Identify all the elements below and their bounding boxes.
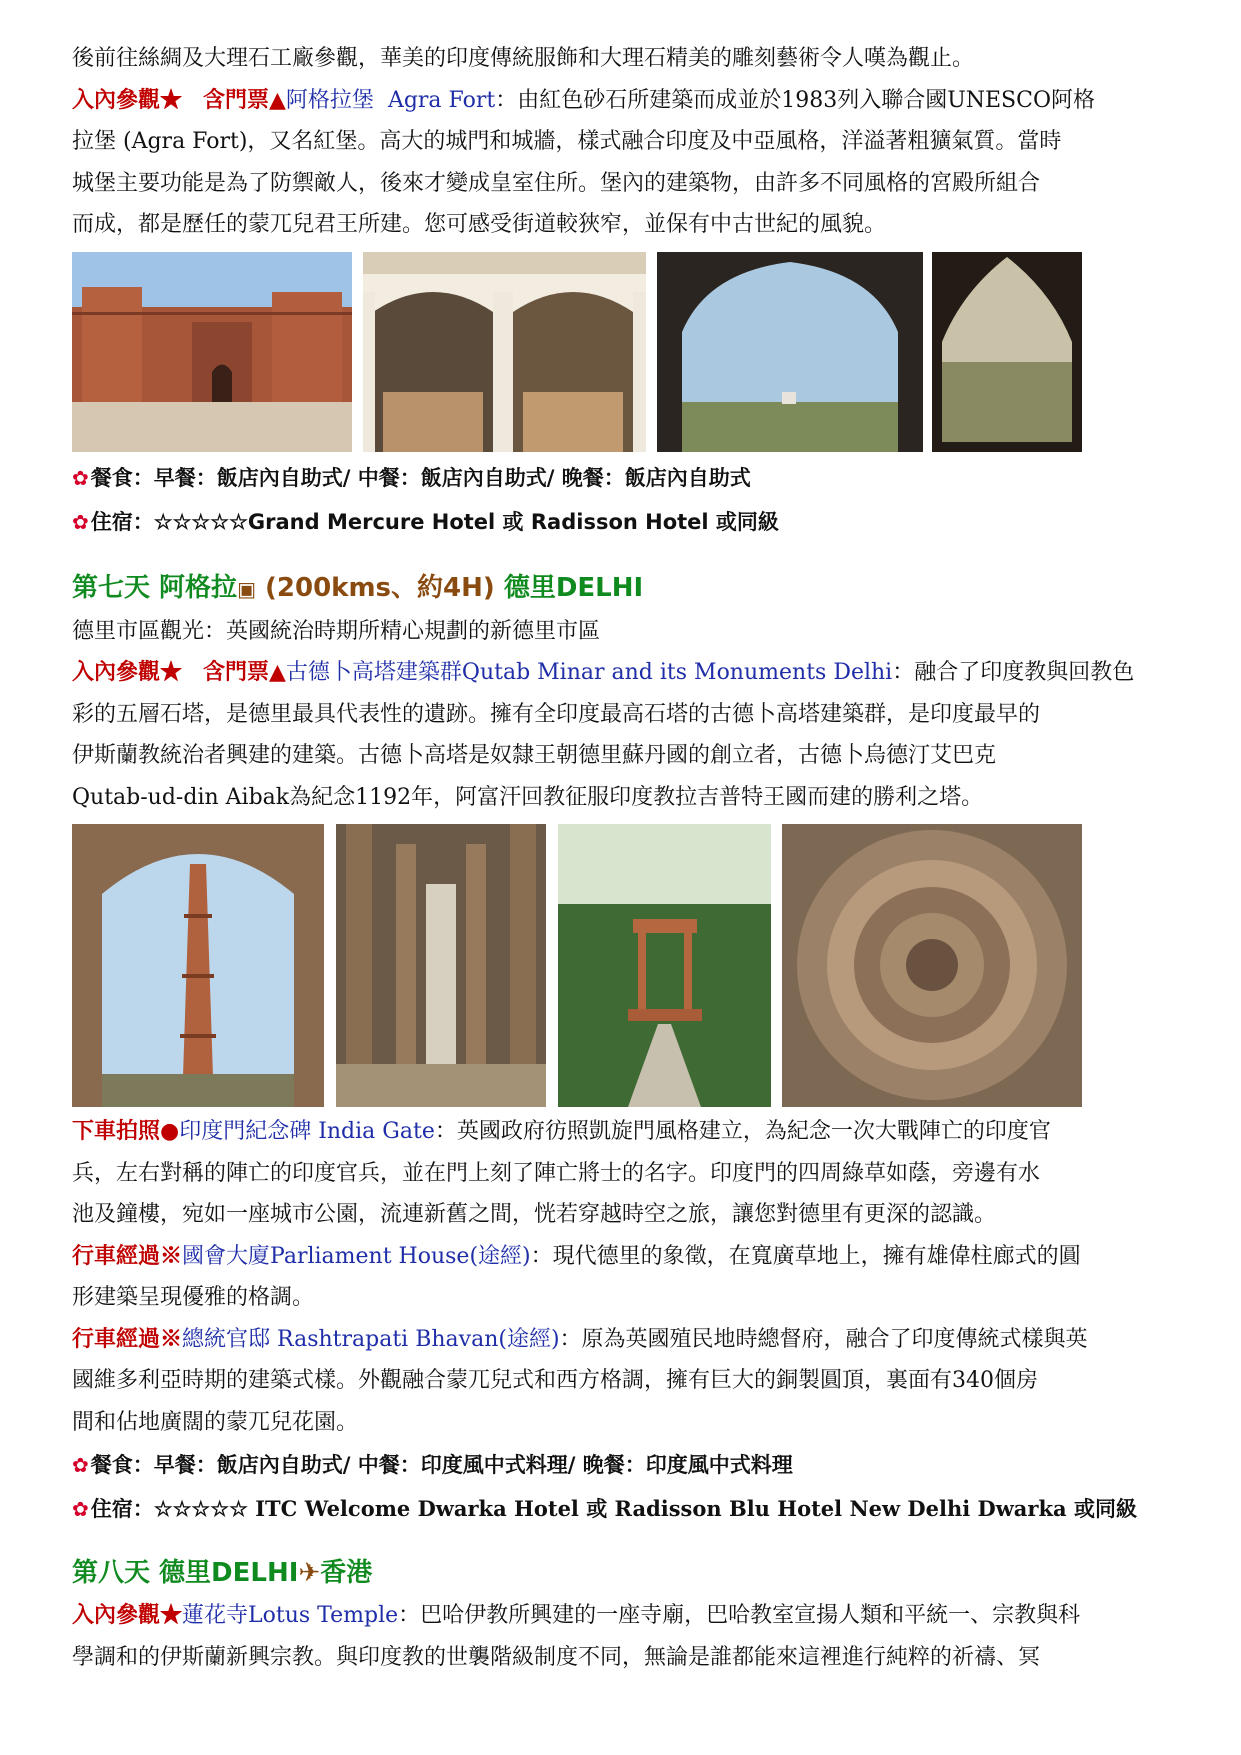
rashtrapati-name: 總統官邸 Rashtrapati Bhavan(途經) [182, 1326, 560, 1352]
lotus-desc-1: ：巴哈伊教所興建的一座寺廟，巴哈教室宣揚人類和平統一、宗教與科 [398, 1603, 1081, 1628]
qutab-paragraph [72, 652, 1172, 694]
day7-title-a: 第七天 阿格拉 [72, 572, 238, 603]
day6-hotel [72, 500, 1172, 544]
ticket-tag: 含門票▲ [203, 659, 286, 685]
flower-icon: ✿ [72, 1453, 89, 1477]
pavilion-photo [558, 824, 771, 1107]
photo-stop-tag: 下車拍照● [72, 1118, 180, 1144]
visit-tag: 入內參觀★ [72, 1602, 183, 1628]
day7-title-c: 德里DELHI [503, 572, 644, 603]
lotus-paragraph [72, 1595, 1172, 1637]
agra-fort-name: 阿格拉堡 [285, 87, 374, 113]
agra-fort-desc-2: 拉堡 (Agra Fort)，又名紅堡。高大的城門和城牆，樣式融合印度及中亞風格，洋溢著粗獷氣質。當時 [72, 129, 1062, 154]
taj-view-arch-photo [657, 252, 923, 452]
qutab-photos [72, 824, 1172, 1107]
day7-city-tour: 德里市區觀光：英國統治時期所精心規劃的新德里市區 [72, 618, 601, 644]
hotel-label: 住宿： [90, 1497, 154, 1521]
flower-icon: ✿ [72, 1497, 89, 1521]
visit-tag: 入內參觀★ [72, 86, 183, 113]
rashtrapati-paragraph [72, 1319, 1172, 1361]
parliament-desc-2: 形建築呈現優雅的格調。 [72, 1285, 315, 1310]
lotus-window-photo [932, 252, 1082, 452]
parliament-paragraph [72, 1236, 1172, 1278]
drive-by-tag: 行車經過※ [72, 1325, 183, 1352]
hotel-text: Grand Mercure Hotel 或 Radisson Hotel 或同級 [247, 509, 779, 534]
india-gate-name: 印度門紀念碑 India Gate [179, 1119, 435, 1144]
intro-line: 後前往絲綢及大理石工廠參觀，華美的印度傳統服飾和大理石精美的雕刻藝術令人嘆為觀止。 [72, 46, 975, 71]
qutab-desc-2: 彩的五層石塔，是德里最具代表性的遺跡。擁有全印度最高石塔的古德卜高塔建築群，是印度最早的 [72, 701, 1041, 727]
india-gate-paragraph [72, 1111, 1172, 1153]
day7-title-b: (200kms、約4H) [255, 572, 504, 603]
qutab-desc-3: 伊斯蘭教統治者興建的建築。古德卜高塔是奴隸王朝德里蘇丹國的創立者，古德卜烏德汀艾巴克 [72, 743, 997, 768]
bus-icon: ▣ [237, 576, 256, 601]
itinerary-page [72, 38, 1172, 1678]
day8-title-a: 第八天 德里DELHI [72, 1558, 299, 1588]
agra-fort-gate-photo [72, 252, 352, 452]
meals-label: 餐食： [90, 465, 154, 490]
qutab-name: 古德卜高塔建築群Qutab Minar and its Monuments Delhi [285, 660, 893, 685]
agra-fort-name-en: Agra Fort [387, 87, 496, 113]
carved-dome-photo [782, 824, 1082, 1107]
day7-hotel [72, 1487, 1172, 1531]
parliament-desc-1: ：現代德里的象徵，在寬廣草地上，擁有雄偉柱廊式的圓 [530, 1243, 1081, 1269]
parliament-name: 國會大廈Parliament House(途經) [182, 1243, 531, 1269]
drive-by-tag: 行車經過※ [72, 1242, 183, 1269]
india-gate-desc-1: ：英國政府彷照凱旋門風格建立，為紀念一次大戰陣亡的印度官 [434, 1119, 1051, 1144]
rashtrapati-desc-2: 國維多利亞時期的建築式樣。外觀融合蒙兀兒式和西方格調，擁有巨大的銅製圓頂，裏面有340個房 [72, 1368, 1038, 1393]
agra-fort-desc-1: ：由紅色砂石所建築而成並於1983列入聯合國UNESCO阿格 [495, 87, 1095, 113]
hotel-stars: ☆☆☆☆☆ [153, 1496, 248, 1521]
meals-text: 早餐：飯店內自助式/ 中餐：飯店內自助式/ 晚餐：飯店內自助式 [153, 465, 751, 490]
india-gate-desc-3: 池及鐘樓，宛如一座城市公園，流連新舊之間，恍若穿越時空之旅，讓您對德里有更深的認識。 [72, 1202, 997, 1227]
qutab-minar-photo [72, 824, 324, 1107]
hotel-label: 住宿： [90, 509, 154, 534]
hotel-text: ITC Welcome Dwarka Hotel 或 Radisson Blu Hotel New Delhi Dwarka 或同級 [247, 1496, 1137, 1521]
agra-fort-desc-3: 城堡主要功能是為了防禦敵人，後來才變成皇室住所。堡內的建築物，由許多不同風格的宮殿所組合 [72, 170, 1041, 196]
agra-fort-paragraph [72, 80, 1172, 122]
day6-meals [72, 456, 1172, 500]
rashtrapati-desc-1: ：原為英國殖民地時總督府，融合了印度傳統式樣與英 [559, 1326, 1088, 1352]
airplane-icon: ✈ [298, 1558, 321, 1588]
meals-label: 餐食： [90, 1453, 154, 1477]
diwan-i-am-hall-photo [363, 252, 646, 452]
day7-meals [72, 1443, 1172, 1487]
day8-title-b: 香港 [320, 1558, 373, 1588]
rashtrapati-desc-3: 間和佔地廣闊的蒙兀兒花園。 [72, 1409, 359, 1435]
qutab-desc-1: ：融合了印度教與回教色 [892, 660, 1135, 685]
lotus-name: 蓮花寺Lotus Temple [182, 1603, 399, 1628]
hotel-stars: ☆☆☆☆☆ [153, 508, 248, 534]
agra-fort-photos [72, 252, 1172, 452]
flower-icon: ✿ [72, 509, 89, 534]
colonnade-photo [336, 824, 546, 1107]
meals-text: 早餐：飯店內自助式/ 中餐：印度風中式料理/ 晚餐：印度風中式料理 [153, 1453, 793, 1477]
lotus-desc-2: 學調和的伊斯蘭新興宗教。與印度教的世襲階級制度不同，無論是誰都能來這裡進行純粹的祈禱、冥 [72, 1644, 1041, 1670]
day7-title [72, 566, 1172, 611]
ticket-tag: 含門票▲ [203, 86, 286, 113]
agra-fort-desc-4: 而成，都是歷任的蒙兀兒君王所建。您可感受街道較狹窄，並保有中古世紀的風貌。 [72, 212, 887, 237]
day8-title [72, 1551, 1172, 1595]
flower-icon: ✿ [72, 465, 89, 490]
qutab-desc-4: Qutab-ud-din Aibak為紀念1192年，阿富汗回教征服印度教拉吉普特王國而建的勝利之塔。 [72, 784, 984, 810]
visit-tag: 入內參觀★ [72, 659, 183, 685]
india-gate-desc-2: 兵，左右對稱的陣亡的印度官兵，並在門上刻了陣亡將士的名字。印度門的四周綠草如蔭，旁邊有水 [72, 1160, 1041, 1186]
